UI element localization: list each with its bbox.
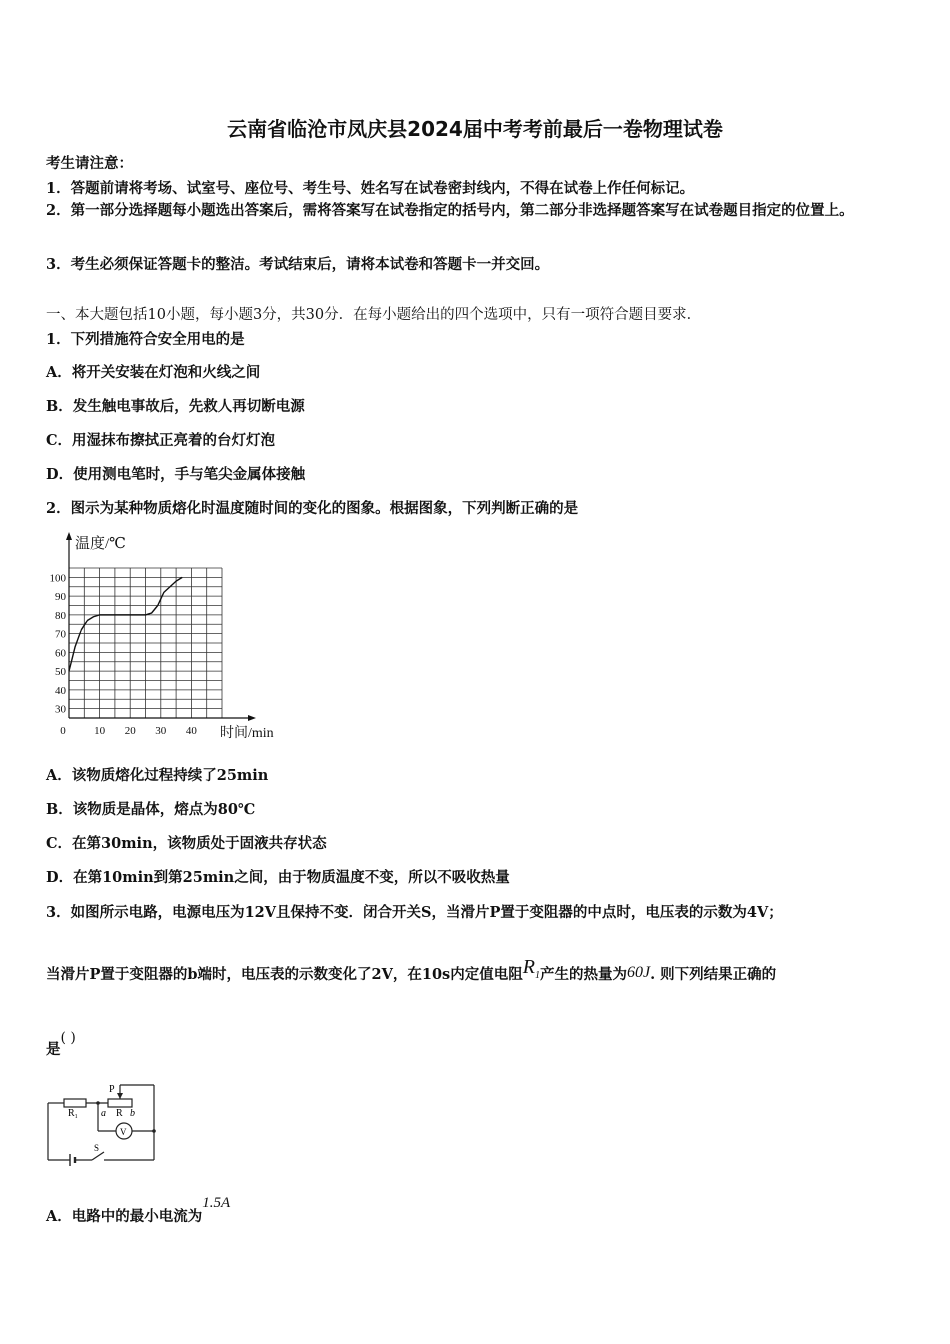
label-v: V	[120, 1127, 127, 1137]
y-tick-label: 70	[55, 628, 66, 641]
min-current-value: 1.5A	[202, 1195, 231, 1211]
resistor-r1	[64, 1099, 86, 1107]
y-axis-arrow-icon	[66, 532, 72, 540]
q3-line-2	[46, 956, 777, 987]
q3-line-3	[46, 1030, 76, 1059]
x-axis-arrow-icon	[248, 715, 256, 721]
q3-option-a-text: A．电路中的最小电流为	[46, 1208, 203, 1225]
q3-line-1: 3．如图所示电路，电源电压为12V且保持不变．闭合开关S，当滑片P置于变阻器的中点时，电压表的示数为4V；	[46, 904, 783, 921]
q2-stem: 2．图示为某种物质熔化时温度随时间的变化的图象。根据图象，下列判断正确的是	[46, 500, 579, 517]
q2-option-a: A．该物质熔化过程持续了25min	[46, 767, 269, 784]
label-s: S	[94, 1143, 100, 1153]
q1-option-a: A．将开关安装在灯泡和火线之间	[46, 364, 261, 381]
y-tick-label: 40	[55, 684, 66, 697]
heat-value: 60J	[626, 964, 651, 981]
q2-option-d: D．在第10min到第25min之间，由于物质温度不变，所以不吸收热量	[46, 869, 510, 886]
label-a: a	[101, 1108, 106, 1119]
q3-line-2-text-c: . 则下列结果正确的	[650, 966, 777, 983]
y-tick-label: 60	[55, 647, 66, 660]
y-axis-label: 温度/℃	[75, 536, 126, 552]
answer-blank: ( )	[60, 1030, 76, 1046]
chart-svg	[44, 528, 284, 740]
notice-item-3: 3．考生必须保证答题卡的整洁。考试结束后，请将本试卷和答题卡一并交回。	[46, 256, 550, 273]
notice-item-1: 1．答题前请将考场、试室号、座位号、考生号、姓名写在试卷密封线内，不得在试卷上作任何标记。	[46, 180, 695, 197]
label-r: R	[116, 1108, 123, 1119]
y-tick-label: 90	[55, 591, 66, 604]
y-tick-label: 100	[49, 572, 66, 585]
y-tick-label: 80	[55, 609, 66, 622]
slider-arrow-icon	[117, 1093, 123, 1099]
q1-stem: 1．下列措施符合安全用电的是	[46, 331, 245, 348]
q2-option-c: C．在第30min，该物质处于固液共存状态	[46, 835, 327, 852]
notice-item-2: 2．第一部分选择题每小题选出答案后，需将答案写在试卷指定的括号内，第二部分非选择题答案写在试卷题目指定的位置上。	[46, 202, 854, 219]
label-p: P	[109, 1084, 115, 1095]
rheostat-r	[108, 1099, 132, 1107]
label-b: b	[130, 1108, 135, 1119]
q3-line-2-text-a: 当滑片P置于变阻器的b端时，电压表的示数变化了2V，在10s内定值电阻	[46, 966, 523, 983]
q1-option-c: C．用湿抹布擦拭正亮着的台灯灯泡	[46, 432, 276, 449]
r1-symbol	[522, 956, 540, 981]
y-tick-label: 30	[55, 703, 66, 716]
switch-s	[92, 1152, 104, 1160]
x-tick-label: 10	[94, 725, 106, 737]
junction-dot	[152, 1129, 156, 1133]
q3-line-2-text-b: 产生的热量为	[539, 966, 627, 983]
q1-option-d: D．使用测电笔时，手与笔尖金属体接触	[46, 466, 306, 483]
q2-option-b: B．该物质是晶体，熔点为80℃	[46, 801, 256, 818]
x-axis-label: 时间/min	[220, 726, 274, 740]
x-tick-label: 20	[124, 725, 136, 737]
q3-option-a	[46, 1195, 231, 1226]
temperature-time-graph	[44, 528, 284, 744]
x-tick-label: 40	[185, 725, 197, 737]
notice-heading: 考生请注意：	[46, 155, 133, 172]
q1-option-b: B．发生触电事故后，先救人再切断电源	[46, 398, 305, 415]
junction-dot	[96, 1101, 100, 1105]
y-tick-label: 50	[55, 666, 66, 679]
q3-line-3-text: 是	[46, 1041, 61, 1058]
section-heading: 一、本大题包括10小题，每小题3分，共30分．在每小题给出的四个选项中，只有一项符合题目要求．	[46, 307, 702, 323]
x-tick-label: 0	[60, 725, 66, 737]
r1-subscript: 1	[534, 970, 540, 981]
page-title: 云南省临沧市凤庆县2024届中考考前最后一卷物理试卷	[227, 117, 723, 141]
label-r1: $R_1$	[68, 1108, 78, 1120]
x-tick-label: 30	[155, 725, 167, 737]
circuit-svg	[44, 1078, 164, 1168]
circuit-diagram	[44, 1078, 164, 1172]
r1-letter: R	[522, 956, 535, 978]
